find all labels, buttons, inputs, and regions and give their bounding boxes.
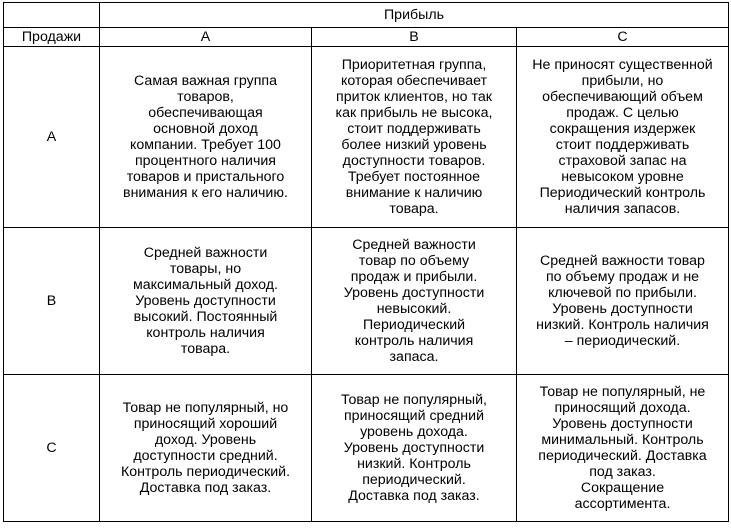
col-label-a: A <box>100 28 312 47</box>
cell-ab: Приоритетная группа, которая обеспечивает приток клиентов, но так как прибыль не высока, стоит поддерживать более низкий уровень доступности товаров. Требует постоянное внимание к наличию товара. <box>312 47 517 228</box>
cell-ca: Товар не популярный, но приносящий хороший доход. Уровень доступности средний. Контроль периодический. Доставка под заказ. <box>100 375 312 522</box>
cell-ac: Не приносят существенной прибыли, но обеспечивающий объем продаж. С целью сокращения издержек стоит поддерживать страховой запас на невысоком уровне Периодический контроль наличия запасов. <box>517 47 729 228</box>
cell-aa: Самая важная группа товаров, обеспечивающая основной доход компании. Требует 100 процентного наличия товаров и пристального внимания к его наличию. <box>100 47 312 228</box>
cell-ba: Средней важности товары, но максимальный доход. Уровень доступности высокий. Постоянный контроль наличия товара. <box>100 228 312 375</box>
col-label-b: B <box>312 28 517 47</box>
profit-header: Прибыль <box>100 3 729 28</box>
table-row <box>4 375 729 522</box>
corner-cell <box>4 3 100 28</box>
header-row-profit <box>4 3 729 28</box>
cell-cc: Товар не популярный, не приносящий дохода. Уровень доступности минимальный. Контроль периодический. Доставка под заказ. Сокращение ассортимента. <box>517 375 729 522</box>
row-label-b: B <box>4 228 100 375</box>
table-row <box>4 228 729 375</box>
abc-matrix-table <box>3 2 729 522</box>
cell-bc: Средней важности товар по объему продаж и не ключевой по прибыли. Уровень доступности низкий. Контроль наличия – периодический. <box>517 228 729 375</box>
sales-header: Продажи <box>4 28 100 47</box>
cell-cb: Товар не популярный, приносящий средний уровень дохода. Уровень доступности низкий. Контроль периодический. Доставка под заказ. <box>312 375 517 522</box>
row-label-a: A <box>4 47 100 228</box>
header-row-columns <box>4 28 729 47</box>
cell-bb: Средней важности товар по объему продаж и прибыли. Уровень доступности невысокий. Периодический контроль наличия запаса. <box>312 228 517 375</box>
table-row <box>4 47 729 228</box>
row-label-c: C <box>4 375 100 522</box>
col-label-c: C <box>517 28 729 47</box>
